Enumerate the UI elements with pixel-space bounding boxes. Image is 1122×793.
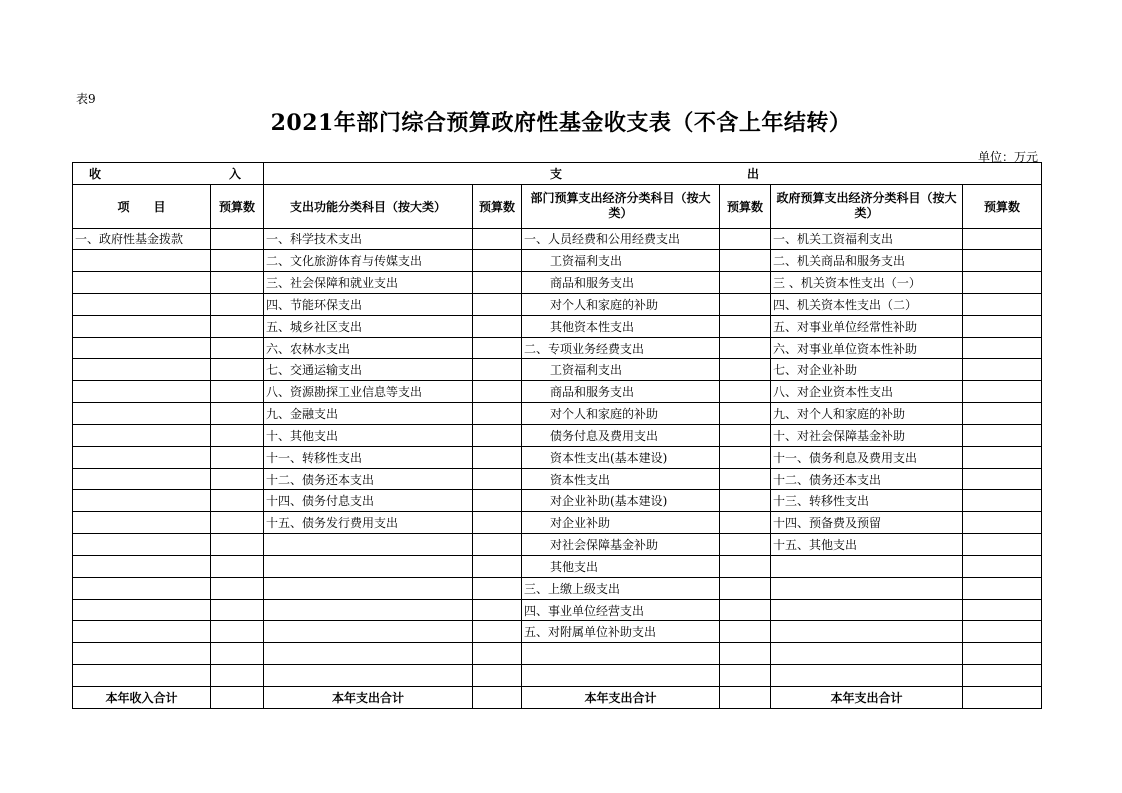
dept-item-cell: 一、人员经费和公用经费支出	[522, 228, 720, 250]
dept-item-cell	[522, 643, 720, 665]
dept-item-cell: 其他支出	[522, 555, 720, 577]
dept-item-cell: 四、事业单位经营支出	[522, 599, 720, 621]
income-budget-cell	[211, 621, 264, 643]
dept-budget-cell	[720, 337, 771, 359]
func-budget-cell	[473, 534, 522, 556]
func-item-cell: 六、农林水支出	[264, 337, 473, 359]
dept-item-cell: 商品和服务支出	[522, 381, 720, 403]
gov-budget-cell	[963, 337, 1042, 359]
income-item-cell: 一、政府性基金拨款	[73, 228, 211, 250]
gov-item-cell: 十五、其他支出	[771, 534, 963, 556]
income-item-cell	[73, 359, 211, 381]
expense-band-left: 支	[550, 166, 563, 181]
func-budget-cell	[473, 599, 522, 621]
table-row	[73, 555, 1042, 577]
func-item-cell: 二、文化旅游体育与传媒支出	[264, 250, 473, 272]
income-budget-cell	[211, 228, 264, 250]
total-gov-label: 本年支出合计	[771, 687, 963, 709]
header-item: 项 目	[73, 184, 211, 228]
gov-item-cell: 三 、机关资本性支出（一）	[771, 272, 963, 294]
income-budget-cell	[211, 446, 264, 468]
table-row	[73, 468, 1042, 490]
dept-item-cell: 资本性支出	[522, 468, 720, 490]
dept-item-cell: 其他资本性支出	[522, 315, 720, 337]
func-budget-cell	[473, 555, 522, 577]
gov-item-cell: 七、对企业补助	[771, 359, 963, 381]
dept-item-cell: 对个人和家庭的补助	[522, 403, 720, 425]
income-budget-cell	[211, 315, 264, 337]
func-item-cell: 三、社会保障和就业支出	[264, 272, 473, 294]
table-row	[73, 665, 1042, 687]
income-budget-cell	[211, 424, 264, 446]
gov-item-cell: 十一、债务利息及费用支出	[771, 446, 963, 468]
income-budget-cell	[211, 643, 264, 665]
income-item-cell	[73, 555, 211, 577]
budget-table	[72, 162, 1042, 709]
func-item-cell: 十一、转移性支出	[264, 446, 473, 468]
func-budget-cell	[473, 315, 522, 337]
table-row	[73, 403, 1042, 425]
income-item-cell	[73, 381, 211, 403]
header-budget-gov: 预算数	[963, 184, 1042, 228]
income-item-cell	[73, 512, 211, 534]
func-budget-cell	[473, 250, 522, 272]
header-budget-income: 预算数	[211, 184, 264, 228]
func-budget-cell	[473, 424, 522, 446]
income-budget-cell	[211, 490, 264, 512]
unit-label: 单位：万元	[977, 150, 1038, 164]
totals-row	[73, 687, 1042, 709]
gov-item-cell: 十三、转移性支出	[771, 490, 963, 512]
income-budget-cell	[211, 337, 264, 359]
gov-item-cell	[771, 555, 963, 577]
gov-item-cell: 十二、债务还本支出	[771, 468, 963, 490]
income-item-cell	[73, 599, 211, 621]
func-item-cell: 十五、债务发行费用支出	[264, 512, 473, 534]
func-item-cell	[264, 643, 473, 665]
band-row	[73, 163, 1042, 185]
func-item-cell: 十四、债务付息支出	[264, 490, 473, 512]
table-number: 表9	[76, 92, 96, 106]
gov-item-cell	[771, 621, 963, 643]
income-budget-cell	[211, 665, 264, 687]
dept-budget-cell	[720, 228, 771, 250]
table-row	[73, 250, 1042, 272]
income-budget-cell	[211, 250, 264, 272]
income-budget-cell	[211, 534, 264, 556]
table-row	[73, 599, 1042, 621]
income-budget-cell	[211, 272, 264, 294]
func-budget-cell	[473, 294, 522, 316]
dept-item-cell: 商品和服务支出	[522, 272, 720, 294]
table-body	[73, 228, 1042, 687]
gov-item-cell: 二、机关商品和服务支出	[771, 250, 963, 272]
gov-item-cell	[771, 643, 963, 665]
income-item-cell	[73, 534, 211, 556]
table-row	[73, 294, 1042, 316]
func-item-cell: 九、金融支出	[264, 403, 473, 425]
income-item-cell	[73, 621, 211, 643]
dept-budget-cell	[720, 643, 771, 665]
gov-budget-cell	[963, 381, 1042, 403]
header-budget-func: 预算数	[473, 184, 522, 228]
dept-budget-cell	[720, 577, 771, 599]
dept-budget-cell	[720, 250, 771, 272]
gov-item-cell: 八、对企业资本性支出	[771, 381, 963, 403]
dept-item-cell: 五、对附属单位补助支出	[522, 621, 720, 643]
gov-item-cell	[771, 577, 963, 599]
func-item-cell	[264, 621, 473, 643]
income-budget-cell	[211, 599, 264, 621]
table-row	[73, 315, 1042, 337]
expense-band-right: 出	[747, 166, 760, 181]
gov-budget-cell	[963, 403, 1042, 425]
table-row	[73, 337, 1042, 359]
func-budget-cell	[473, 621, 522, 643]
dept-item-cell: 对企业补助(基本建设)	[522, 490, 720, 512]
gov-budget-cell	[963, 294, 1042, 316]
table-row	[73, 424, 1042, 446]
dept-item-cell: 二、专项业务经费支出	[522, 337, 720, 359]
header-gov: 政府预算支出经济分类科目（按大类）	[771, 184, 963, 228]
gov-item-cell	[771, 599, 963, 621]
dept-budget-cell	[720, 403, 771, 425]
dept-budget-cell	[720, 381, 771, 403]
gov-item-cell: 十、对社会保障基金补助	[771, 424, 963, 446]
income-item-cell	[73, 294, 211, 316]
dept-budget-cell	[720, 294, 771, 316]
total-dept-value	[720, 687, 771, 709]
func-item-cell	[264, 534, 473, 556]
income-item-cell	[73, 577, 211, 599]
dept-item-cell: 对社会保障基金补助	[522, 534, 720, 556]
dept-budget-cell	[720, 534, 771, 556]
table-row	[73, 534, 1042, 556]
total-gov-value	[963, 687, 1042, 709]
func-item-cell: 七、交通运输支出	[264, 359, 473, 381]
func-budget-cell	[473, 381, 522, 403]
income-budget-cell	[211, 512, 264, 534]
gov-budget-cell	[963, 490, 1042, 512]
dept-budget-cell	[720, 359, 771, 381]
income-item-cell	[73, 272, 211, 294]
dept-item-cell: 对个人和家庭的补助	[522, 294, 720, 316]
func-budget-cell	[473, 468, 522, 490]
income-item-cell	[73, 468, 211, 490]
income-budget-cell	[211, 403, 264, 425]
gov-budget-cell	[963, 665, 1042, 687]
header-func: 支出功能分类科目（按大类）	[264, 184, 473, 228]
income-band-left: 收	[89, 166, 102, 181]
gov-budget-cell	[963, 250, 1042, 272]
dept-budget-cell	[720, 621, 771, 643]
table-row	[73, 643, 1042, 665]
func-item-cell	[264, 599, 473, 621]
dept-budget-cell	[720, 512, 771, 534]
header-budget-dept: 预算数	[720, 184, 771, 228]
income-item-cell	[73, 490, 211, 512]
gov-budget-cell	[963, 424, 1042, 446]
gov-item-cell	[771, 665, 963, 687]
func-budget-cell	[473, 512, 522, 534]
gov-budget-cell	[963, 555, 1042, 577]
income-budget-cell	[211, 294, 264, 316]
func-item-cell: 一、科学技术支出	[264, 228, 473, 250]
table-row	[73, 446, 1042, 468]
table-row	[73, 577, 1042, 599]
table-row	[73, 228, 1042, 250]
func-item-cell: 八、资源勘探工业信息等支出	[264, 381, 473, 403]
gov-budget-cell	[963, 468, 1042, 490]
func-budget-cell	[473, 577, 522, 599]
func-budget-cell	[473, 446, 522, 468]
func-item-cell	[264, 555, 473, 577]
gov-item-cell: 一、机关工资福利支出	[771, 228, 963, 250]
func-item-cell: 五、城乡社区支出	[264, 315, 473, 337]
dept-item-cell: 工资福利支出	[522, 250, 720, 272]
dept-budget-cell	[720, 490, 771, 512]
income-item-cell	[73, 250, 211, 272]
gov-item-cell: 六、对事业单位资本性补助	[771, 337, 963, 359]
income-item-cell	[73, 403, 211, 425]
gov-budget-cell	[963, 534, 1042, 556]
table-row	[73, 359, 1042, 381]
func-budget-cell	[473, 359, 522, 381]
gov-item-cell: 四、机关资本性支出（二）	[771, 294, 963, 316]
func-budget-cell	[473, 665, 522, 687]
dept-item-cell: 对企业补助	[522, 512, 720, 534]
gov-budget-cell	[963, 643, 1042, 665]
gov-budget-cell	[963, 272, 1042, 294]
func-item-cell	[264, 665, 473, 687]
income-item-cell	[73, 424, 211, 446]
func-item-cell: 十、其他支出	[264, 424, 473, 446]
table-row	[73, 490, 1042, 512]
gov-item-cell: 五、对事业单位经常性补助	[771, 315, 963, 337]
func-budget-cell	[473, 272, 522, 294]
func-budget-cell	[473, 403, 522, 425]
gov-budget-cell	[963, 228, 1042, 250]
expense-band	[264, 163, 1042, 185]
dept-budget-cell	[720, 272, 771, 294]
gov-budget-cell	[963, 577, 1042, 599]
table-row	[73, 381, 1042, 403]
gov-budget-cell	[963, 446, 1042, 468]
total-func-label: 本年支出合计	[264, 687, 473, 709]
gov-budget-cell	[963, 359, 1042, 381]
income-budget-cell	[211, 381, 264, 403]
func-item-cell: 四、节能环保支出	[264, 294, 473, 316]
dept-item-cell: 资本性支出(基本建设)	[522, 446, 720, 468]
dept-item-cell: 债务付息及费用支出	[522, 424, 720, 446]
dept-budget-cell	[720, 665, 771, 687]
income-band	[73, 163, 264, 185]
gov-budget-cell	[963, 621, 1042, 643]
gov-item-cell: 十四、预备费及预留	[771, 512, 963, 534]
gov-item-cell: 九、对个人和家庭的补助	[771, 403, 963, 425]
func-budget-cell	[473, 337, 522, 359]
gov-budget-cell	[963, 315, 1042, 337]
dept-budget-cell	[720, 599, 771, 621]
func-item-cell	[264, 577, 473, 599]
header-row	[73, 184, 1042, 228]
income-budget-cell	[211, 577, 264, 599]
func-budget-cell	[473, 643, 522, 665]
dept-budget-cell	[720, 315, 771, 337]
total-func-value	[473, 687, 522, 709]
dept-budget-cell	[720, 555, 771, 577]
gov-budget-cell	[963, 512, 1042, 534]
table-row	[73, 272, 1042, 294]
dept-budget-cell	[720, 468, 771, 490]
income-item-cell	[73, 315, 211, 337]
total-income-value	[211, 687, 264, 709]
func-budget-cell	[473, 490, 522, 512]
income-item-cell	[73, 337, 211, 359]
income-budget-cell	[211, 359, 264, 381]
total-dept-label: 本年支出合计	[522, 687, 720, 709]
dept-item-cell	[522, 665, 720, 687]
total-income-label: 本年收入合计	[73, 687, 211, 709]
income-item-cell	[73, 665, 211, 687]
dept-item-cell: 工资福利支出	[522, 359, 720, 381]
income-band-right: 入	[228, 166, 241, 181]
income-item-cell	[73, 643, 211, 665]
func-budget-cell	[473, 228, 522, 250]
income-item-cell	[73, 446, 211, 468]
header-dept: 部门预算支出经济分类科目（按大类）	[522, 184, 720, 228]
income-budget-cell	[211, 468, 264, 490]
page-title: 2021年部门综合预算政府性基金收支表（不含上年结转）	[270, 110, 852, 136]
income-budget-cell	[211, 555, 264, 577]
gov-budget-cell	[963, 599, 1042, 621]
func-item-cell: 十二、债务还本支出	[264, 468, 473, 490]
table-row	[73, 512, 1042, 534]
dept-item-cell: 三、上缴上级支出	[522, 577, 720, 599]
table-row	[73, 621, 1042, 643]
dept-budget-cell	[720, 446, 771, 468]
dept-budget-cell	[720, 424, 771, 446]
